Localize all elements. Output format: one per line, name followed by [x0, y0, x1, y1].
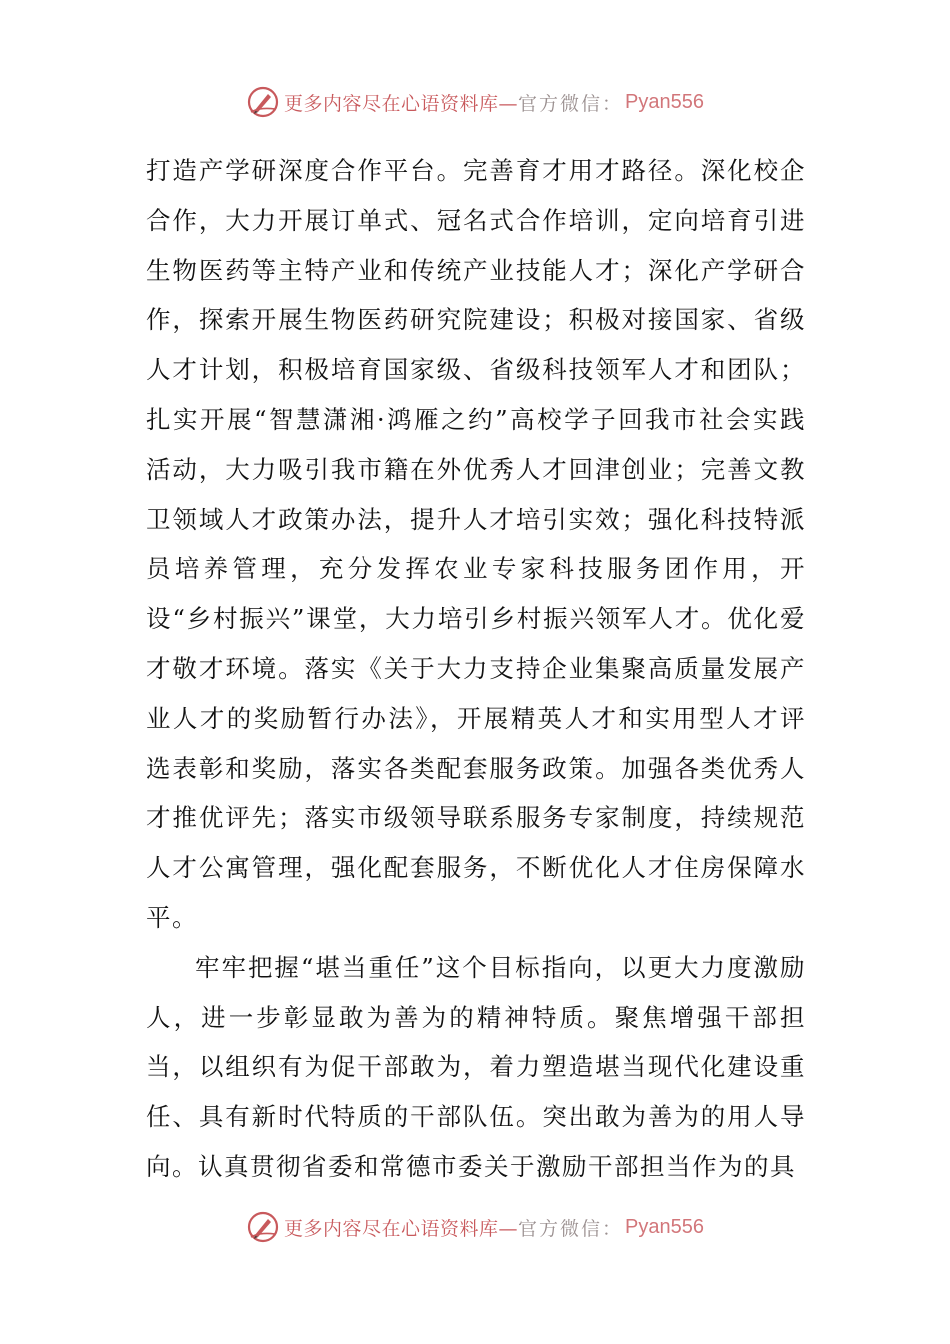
- paragraph-1: 打造产学研深度合作平台。完善育才用才路径。深化校企合作，大力开展订单式、冠名式合作培训，定向培育引进生物医药等主特产业和传统产业技能人才；深化产学研合作，探索开展生物医药研究院建设；积极对接国家、省级人才计划，积极培育国家级、省级科技领军人才和团队；扎实开展“智慧潇湘·鸿雁之约”高校学子回我市社会实践活动，大力吸引我市籍在外优秀人才回津创业；完善文教卫领域人才政策办法，提升人才培引实效；强化科技特派员培养管理，充分发挥农业专家科技服务团作用，开设“乡村振兴”课堂，大力培引乡村振兴领军人才。优化爱才敬才环境。落实《关于大力支持企业集聚高质量发展产业人才的奖励暂行办法》，开展精英人才和实用型人才评选表彰和奖励，落实各类配套服务政策。加强各类优秀人才推优评先；落实市级领导联系服务专家制度，持续规范人才公寓管理，强化配套服务，不断优化人才住房保障水平。: [146, 156, 806, 932]
- footer-wechat-label: 官方微信：: [518, 1217, 624, 1240]
- document-body: [146, 146, 806, 1192]
- pen-logo-icon: [246, 1210, 280, 1244]
- header-watermark: [0, 82, 950, 122]
- footer-site-text: 更多内容尽在心语资料库—: [284, 1217, 519, 1240]
- footer-watermark: [0, 1207, 950, 1247]
- paragraph-2: 牢牢把握“堪当重任”这个目标指向，以更大力度激励人，进一步彰显敢为善为的精神特质。聚焦增强干部担当，以组织有为促干部敢为，着力塑造堪当现代化建设重任、具有新时代特质的干部队伍。突出敢为善为的用人导向。认真贯彻省委和常德市委关于激励干部担当作为的具: [146, 952, 806, 1181]
- pen-logo-icon: [246, 85, 280, 119]
- header-wechat-label: 官方微信：: [518, 92, 624, 115]
- footer-wechat-id: Pyan556: [625, 1215, 704, 1238]
- header-site-text: 更多内容尽在心语资料库—: [284, 92, 519, 115]
- header-wechat-id: Pyan556: [625, 90, 704, 113]
